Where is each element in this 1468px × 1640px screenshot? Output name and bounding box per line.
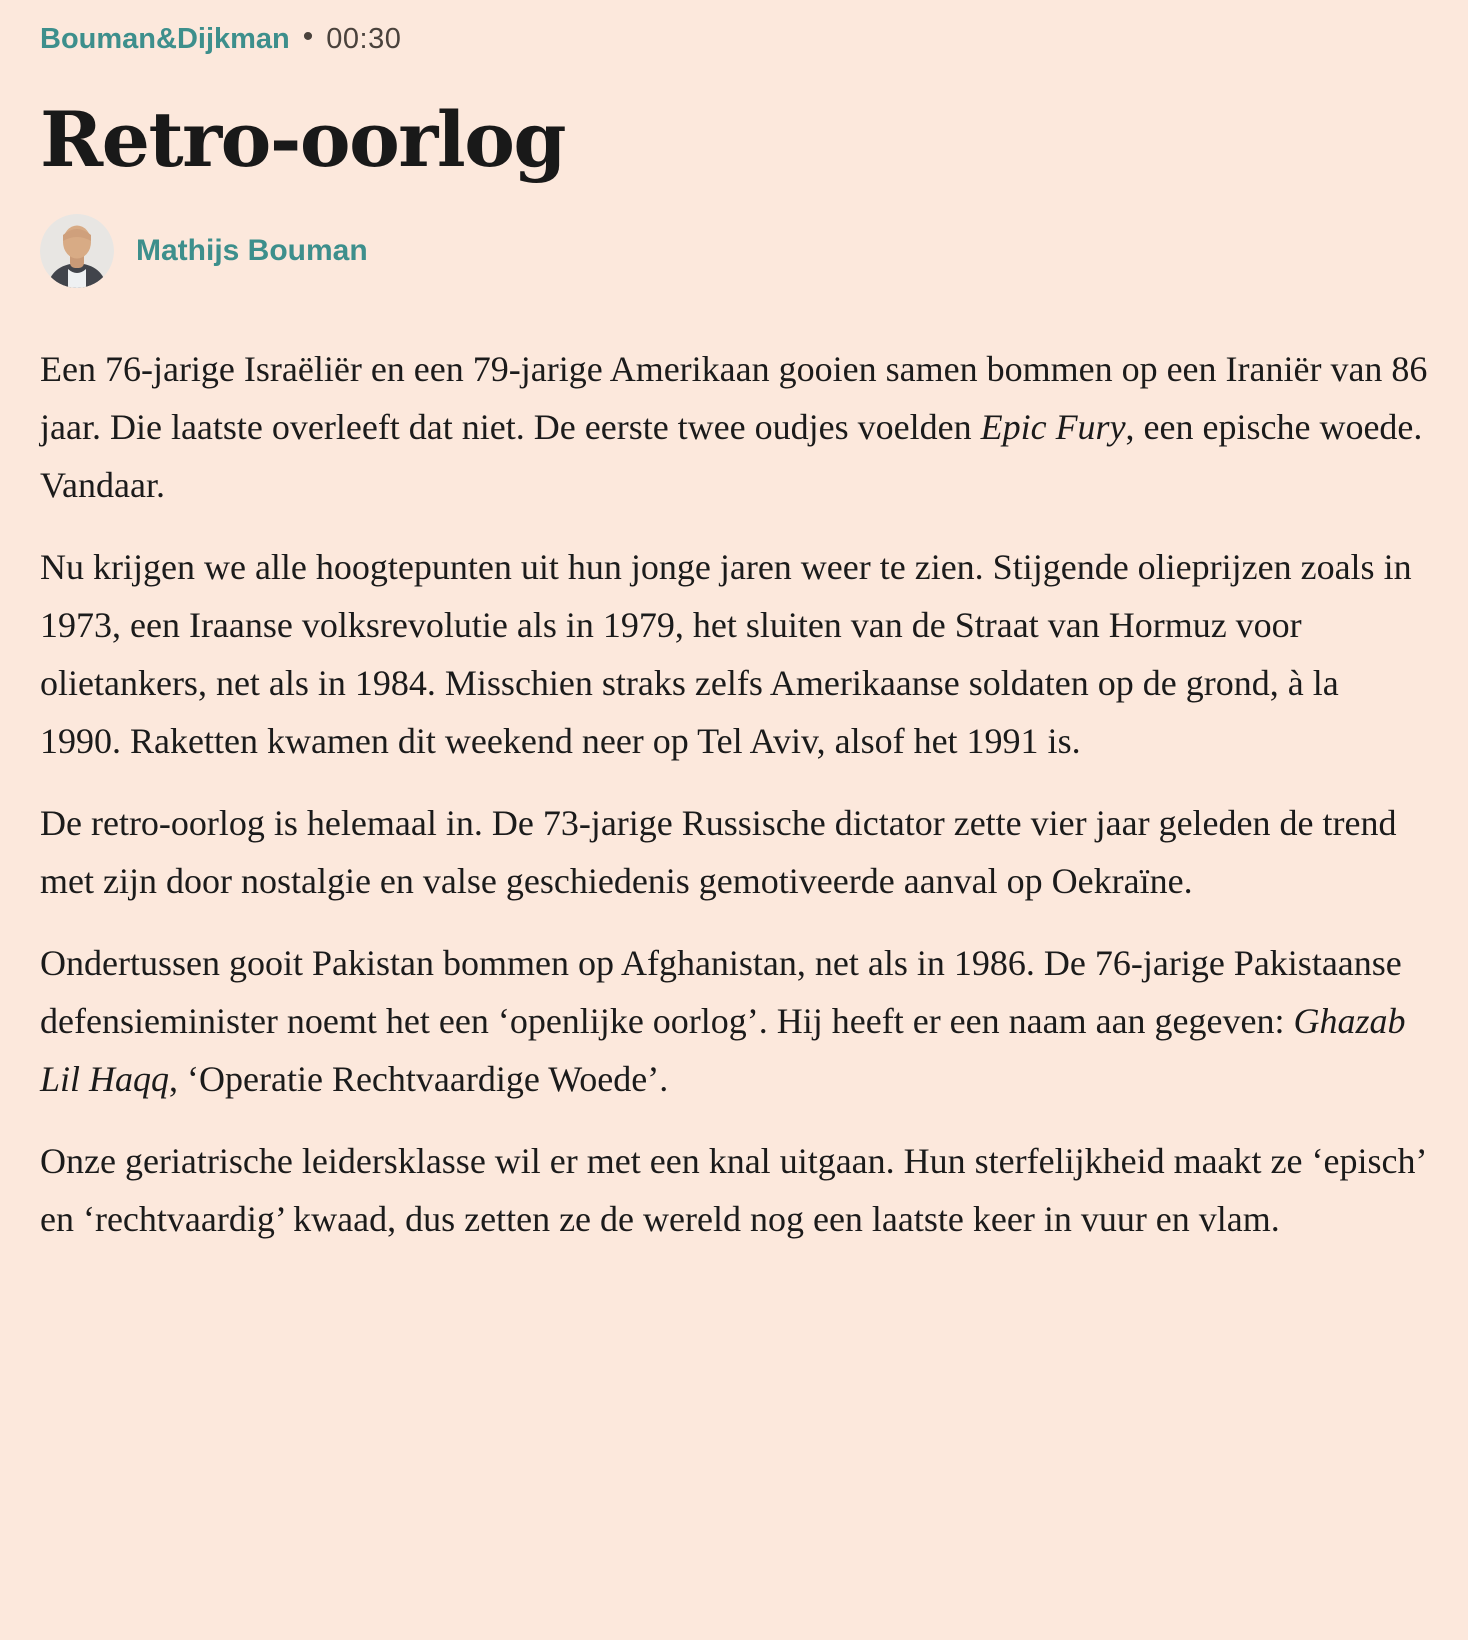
author-name-link[interactable]: Mathijs Bouman (136, 233, 368, 267)
article-paragraph: Een 76-jarige Israëliër en een 79-jarige Amerikaan gooien samen bommen op een Iraniër van 86 jaar. Die laatste overleeft dat niet. De eerste twee oudjes voelden Epic Fury, een epische woede. Vandaar. (40, 348, 1428, 505)
article-title: Retro-oorlog (40, 95, 566, 184)
author-row[interactable] (40, 214, 1428, 288)
article-paragraph: Nu krijgen we alle hoogtepunten uit hun jonge jaren weer te zien. Stijgende olieprijzen zoals in 1973, een Iraanse volksrevolutie als in 1979, het sluiten van de Straat van Hormuz voor olietankers, net als in 1984. Misschien straks zelfs Amerikaanse soldaten op de grond, à la 1990. Raketten kwamen dit weekend neer op Tel Aviv, alsof het 1991 is. (40, 546, 1412, 761)
kicker-separator-dot: • (302, 20, 314, 53)
publish-time: 00:30 (326, 23, 402, 55)
article-paragraph: De retro-oorlog is helemaal in. De 73-jarige Russische dictator zette vier jaar geleden de trend met zijn door nostalgie en valse geschiedenis gemotiveerde aanval op Oekraïne. (40, 802, 1397, 901)
article-body (40, 340, 1428, 1248)
article-kicker (40, 22, 1428, 56)
author-avatar-photo[interactable] (40, 214, 114, 288)
column-link[interactable]: Bouman&Dijkman (40, 23, 290, 55)
article-paragraph: Ondertussen gooit Pakistan bommen op Afghanistan, net als in 1986. De 76-jarige Pakistaanse defensieminister noemt het een ‘openlijke oorlog’. Hij heeft er een naam aan gegeven: Ghazab Lil Haqq, ‘Operatie Rechtvaardige Woede’. (40, 942, 1406, 1099)
article-paragraph: Onze geriatrische leidersklasse wil er met een knal uitgaan. Hun sterfelijkheid maakt ze ‘episch’ en ‘rechtvaardig’ kwaad, dus zetten ze de wereld nog een laatste keer in vuur en vlam. (40, 1140, 1425, 1239)
